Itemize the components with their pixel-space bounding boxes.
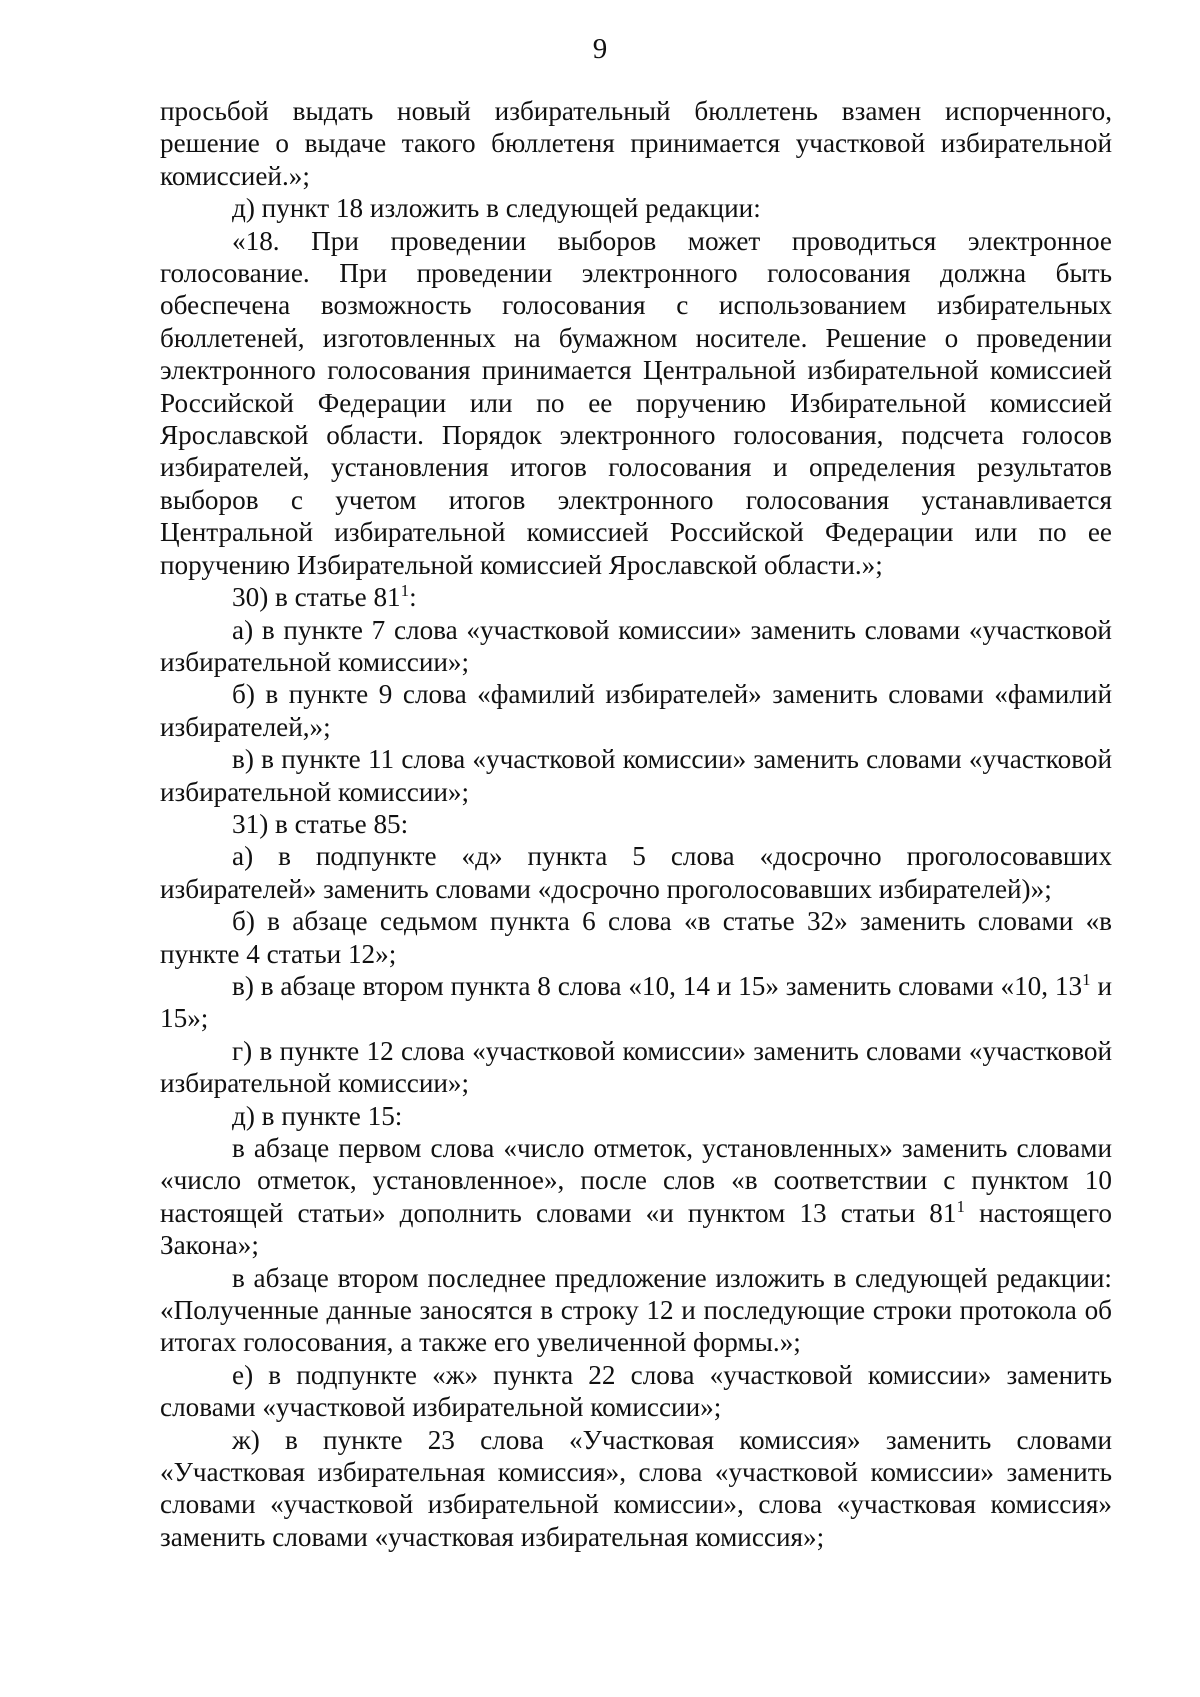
paragraph-text: 30) в статье 81 [232, 582, 401, 613]
paragraph-text: б) в абзаце седьмом пункта 6 слова «в статье 32» заменить словами «в пункте 4 статьи 12»; [160, 906, 1112, 969]
superscript: 1 [1082, 969, 1091, 989]
paragraph [160, 95, 1112, 192]
paragraph-text: г) в пункте 12 слова «участковой комиссии» заменить словами «участковой избирательной комиссии»; [160, 1035, 1112, 1099]
paragraph [160, 905, 1112, 970]
paragraph [160, 225, 1112, 581]
paragraph [160, 614, 1112, 679]
paragraph-text: а) в подпункте «д» пункта 5 слова «досрочно проголосовавших избирателей» заменить словами «досрочно проголосовавших избирателей)»; [160, 841, 1112, 904]
paragraph-text: 31) в статье 85: [232, 808, 409, 839]
paragraph-text: е) в подпункте «ж» пункта 22 слова «участковой комиссии» заменить словами «участковой избирательной комиссии»; [160, 1359, 1112, 1423]
paragraph-text: д) в пункте 15: [232, 1100, 403, 1131]
paragraph [160, 1262, 1112, 1359]
paragraph [160, 970, 1112, 1035]
paragraph [160, 192, 1112, 224]
paragraph [160, 678, 1112, 743]
paragraph-text: «18. При проведении выборов может проводиться электронное голосование. При проведении электронного голосования должна быть обеспечена возможность голосования с использованием избирательных бюллетеней, изготовленных на бумажном носителе. Решение о проведении электронного голосования принимается Центральной избирательной комиссией Российской Федерации или по ее поручению Избирательной комиссией Ярославской области. Порядок электронного голосования, подсчета голосов избирателей, установления итогов голосования и определения результатов выборов с учетом итогов электронного голосования устанавливается Центральной избирательной комиссией Российской Федерации или по ее поручению Избирательной комиссией Ярославской области.»; [160, 225, 1112, 580]
paragraph-text: настоящего Закона»; [160, 1197, 1112, 1261]
paragraph-text: в) в абзаце втором пункта 8 слова «10, 14 и 15» заменить словами «10, 13 [232, 970, 1083, 1001]
paragraph [160, 1035, 1112, 1100]
paragraph [160, 743, 1112, 808]
paragraph [160, 1100, 1112, 1132]
paragraph-text: ж) в пункте 23 слова «Участковая комиссия» заменить словами «Участковая избирательная комиссия», слова «участковой комиссии» заменить словами «участковой избирательной комиссии», слова «участковая комиссия» заменить словами «участковая избирательная комиссия»; [160, 1424, 1112, 1552]
paragraph [160, 840, 1112, 905]
paragraph-text: в) в пункте 11 слова «участковой комиссии» заменить словами «участковой избирательной комиссии»; [160, 744, 1112, 807]
paragraph [160, 581, 1112, 613]
paragraph-text: д) пункт 18 изложить в следующей редакции: [232, 193, 761, 224]
paragraph-text: просьбой выдать новый избирательный бюллетень взамен испорченного, решение о выдаче такого бюллетеня принимается участковой избирательной комиссией.»; [160, 96, 1112, 191]
superscript: 1 [956, 1196, 965, 1216]
paragraph-text: : [409, 582, 417, 613]
paragraph-text: в абзаце первом слова «число отметок, установленных» заменить словами «число отметок, установленное», после слов «в соответствии с пунктом 10 настоящей статьи» дополнить словами «и пунктом 13 статьи 81 [160, 1133, 1112, 1228]
paragraph [160, 1424, 1112, 1554]
paragraph [160, 1359, 1112, 1424]
page-number: 9 [592, 33, 608, 65]
superscript: 1 [400, 581, 410, 601]
paragraph-text: в абзаце втором последнее предложение изложить в следующей редакции: «Полученные данные заносятся в строку 12 и последующие строки протокола об итогах голосования, а также его увеличенной формы.»; [160, 1262, 1112, 1358]
paragraph-text: и 15»; [160, 970, 1112, 1034]
paragraph-text: б) в пункте 9 слова «фамилий избирателей» заменить словами «фамилий избирателей,»; [160, 679, 1112, 742]
paragraph [160, 808, 1112, 840]
document-body [160, 95, 1112, 1553]
paragraph-text: а) в пункте 7 слова «участковой комиссии» заменить словами «участковой избирательной комиссии»; [160, 614, 1112, 677]
paragraph [160, 1132, 1112, 1262]
